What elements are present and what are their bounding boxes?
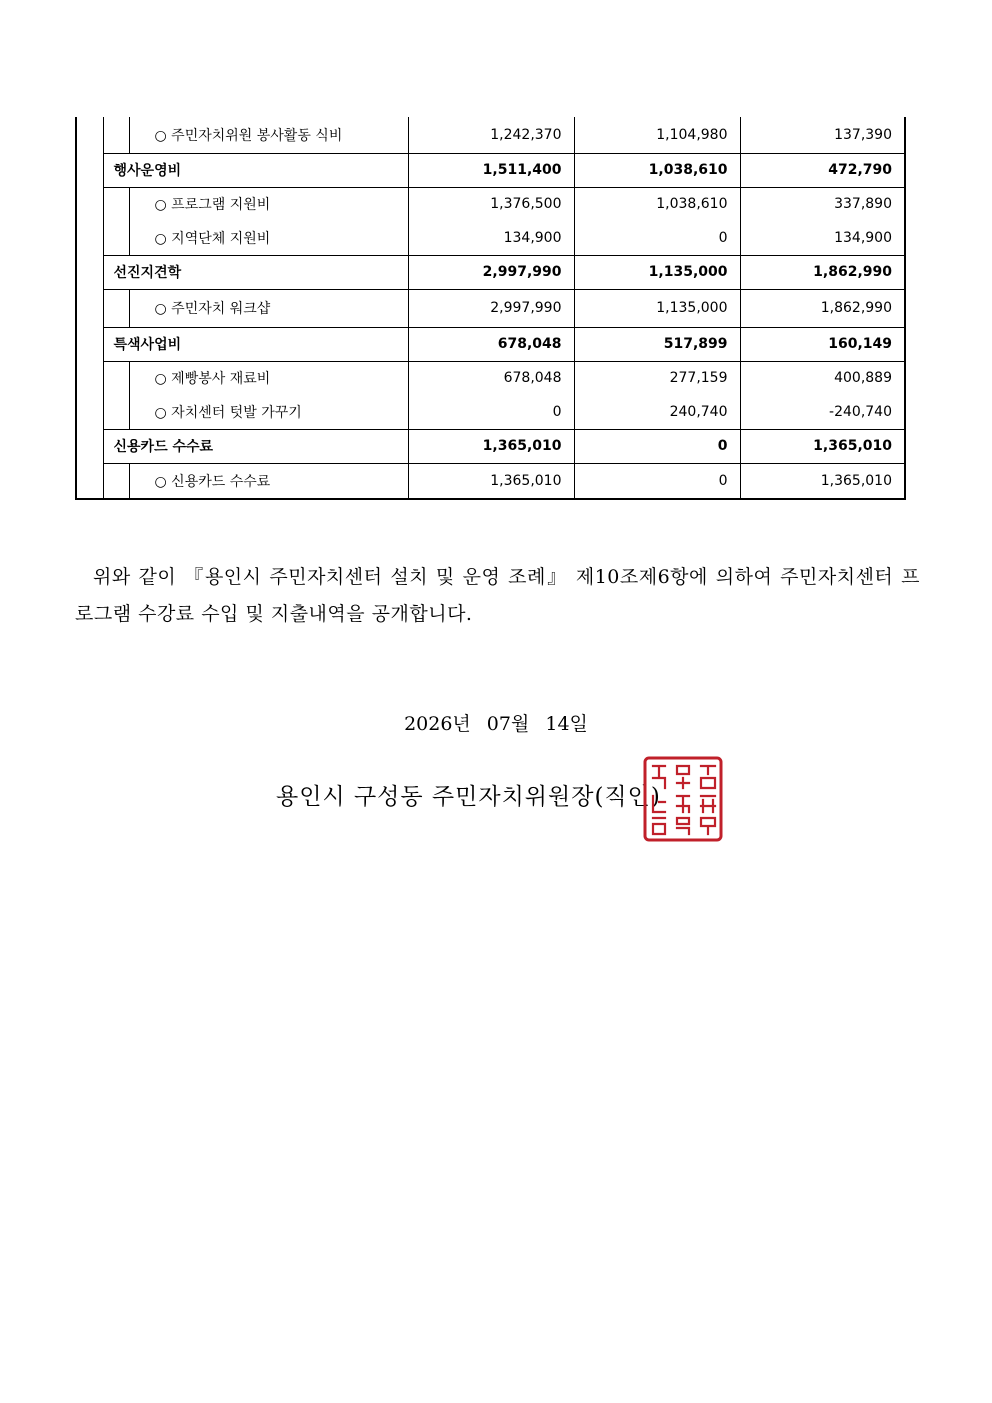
value-c: 137,390 [740, 117, 905, 153]
value-c: 472,790 [740, 153, 905, 187]
value-b: 277,159 [574, 361, 740, 395]
table-row [76, 327, 905, 361]
value-b: 0 [574, 463, 740, 499]
value-a: 1,511,400 [408, 153, 574, 187]
value-c: 400,889 [740, 361, 905, 395]
row-label: ○ 자치센터 텃발 가꾸기 [129, 395, 408, 429]
value-b: 1,135,000 [574, 289, 740, 327]
indent-cell [103, 187, 129, 255]
table-row [76, 187, 905, 221]
category-label: 신용카드 수수료 [103, 429, 408, 463]
row-label: ○ 주민자치위원 봉사활동 식비 [129, 117, 408, 153]
value-a: 2,997,990 [408, 255, 574, 289]
value-b: 1,135,000 [574, 255, 740, 289]
category-label: 특색사업비 [103, 327, 408, 361]
value-c: 160,149 [740, 327, 905, 361]
value-c: -240,740 [740, 395, 905, 429]
row-label: ○ 지역단체 지원비 [129, 221, 408, 255]
value-b: 1,038,610 [574, 187, 740, 221]
table-row [76, 429, 905, 463]
indent-cell [103, 463, 129, 499]
value-c: 1,365,010 [740, 463, 905, 499]
document-date: 2026년 07월 14일 [404, 713, 588, 735]
value-c: 1,862,990 [740, 289, 905, 327]
table-row [76, 153, 905, 187]
value-b: 1,038,610 [574, 153, 740, 187]
value-a: 0 [408, 395, 574, 429]
row-label: ○ 제빵봉사 재료비 [154, 371, 271, 388]
value-c: 1,862,990 [740, 255, 905, 289]
table-row [76, 289, 905, 327]
value-b: 240,740 [574, 395, 740, 429]
table-row [76, 395, 905, 429]
indent-cell [103, 361, 129, 429]
value-a: 678,048 [408, 361, 574, 395]
row-label: ○ 신용카드 수수료 [129, 463, 408, 499]
value-a: 1,365,010 [408, 429, 574, 463]
value-c: 134,900 [740, 221, 905, 255]
indent-cell [103, 289, 129, 327]
outer-category-cell [76, 117, 103, 499]
disclosure-notice: 위와 같이 『용인시 주민자치센터 설치 및 운영 조례』 제10조제6항에 의하여 주민자치센터 프로그램 수강료 수입 및 지출내역을 공개합니다. [75, 566, 920, 625]
value-a: 1,376,500 [408, 187, 574, 221]
table-row [76, 221, 905, 255]
budget-table [75, 117, 906, 500]
row-label: ○ 프로그램 지원비 [154, 197, 271, 214]
value-a: 1,365,010 [408, 463, 574, 499]
value-b: 1,104,980 [574, 117, 740, 153]
category-label: 선진지견학 [103, 255, 408, 289]
value-a: 134,900 [408, 221, 574, 255]
signature-line: 용인시 구성동 주민자치위원장(직인) [276, 784, 661, 810]
value-a: 678,048 [408, 327, 574, 361]
table-row [76, 117, 905, 153]
table-row [76, 463, 905, 499]
value-c: 1,365,010 [740, 429, 905, 463]
value-c: 337,890 [740, 187, 905, 221]
row-label: ○ 주민자치 워크샵 [129, 289, 408, 327]
indent-cell [103, 117, 129, 153]
table-row [76, 255, 905, 289]
table-row [76, 361, 905, 395]
value-b: 0 [574, 221, 740, 255]
value-b: 0 [574, 429, 740, 463]
category-label: 행사운영비 [103, 153, 408, 187]
value-a: 1,242,370 [408, 117, 574, 153]
value-b: 517,899 [574, 327, 740, 361]
official-seal-icon [643, 756, 723, 842]
value-a: 2,997,990 [408, 289, 574, 327]
